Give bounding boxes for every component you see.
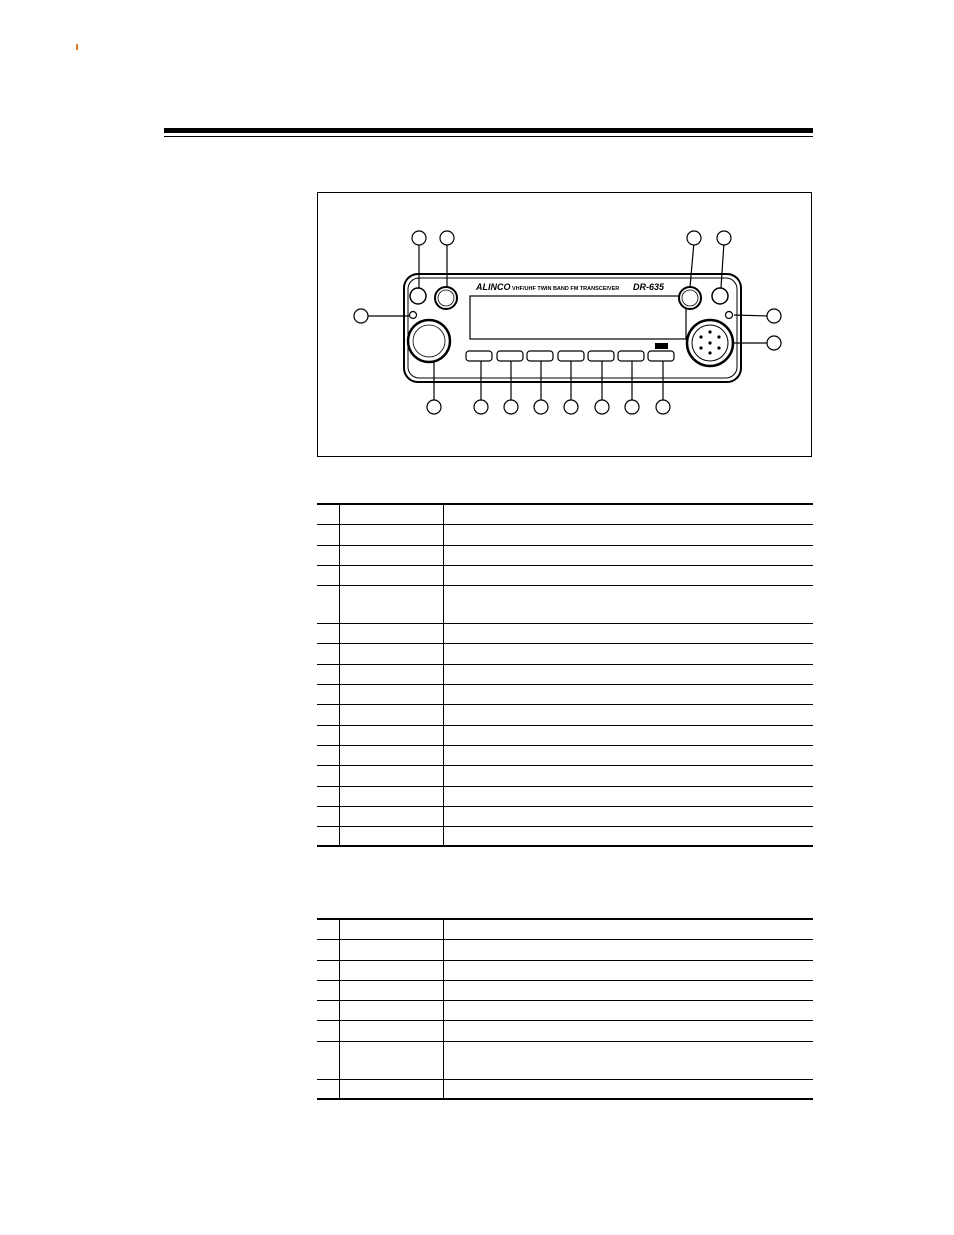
table-cell <box>444 546 813 565</box>
table-cell <box>340 525 444 544</box>
table-cell <box>340 546 444 565</box>
indicator-right <box>726 312 733 319</box>
table-cell <box>444 726 813 745</box>
table-cell <box>317 746 340 765</box>
table-row <box>317 766 813 786</box>
table-row <box>317 746 813 766</box>
section-rule-thick <box>164 128 813 133</box>
table-cell <box>317 644 340 663</box>
table-row <box>317 961 813 981</box>
table-cell <box>317 807 340 826</box>
connectors-table <box>317 918 813 1100</box>
table-cell <box>444 807 813 826</box>
table-cell <box>317 1021 340 1040</box>
table-cell <box>340 705 444 724</box>
table-row <box>317 566 813 586</box>
table-cell <box>340 1080 444 1098</box>
model-line-text: VHF/UHF TWIN BAND FM TRANSCEIVER <box>512 286 620 292</box>
main-dial <box>408 320 450 362</box>
table-cell <box>444 624 813 643</box>
table-cell <box>340 726 444 745</box>
table-row <box>317 827 813 847</box>
table-cell <box>444 1001 813 1020</box>
front-panel-illustration <box>318 193 813 458</box>
table-row <box>317 807 813 827</box>
key-row <box>466 351 674 361</box>
func-button-left <box>410 288 426 304</box>
section-rule-thin <box>164 136 813 137</box>
table-row <box>317 624 813 644</box>
table-cell <box>444 525 813 544</box>
front-panel-figure <box>317 192 812 457</box>
table-cell <box>340 766 444 785</box>
table-row <box>317 981 813 1001</box>
table-cell <box>317 566 340 585</box>
table-cell <box>340 940 444 959</box>
table-row <box>317 787 813 807</box>
table-header-row <box>317 505 813 525</box>
table-cell <box>340 1042 444 1079</box>
table-row <box>317 705 813 725</box>
table-cell <box>317 981 340 1000</box>
table-cell <box>444 766 813 785</box>
table-cell <box>317 1042 340 1079</box>
table-cell <box>444 665 813 684</box>
table-cell <box>444 644 813 663</box>
table-row <box>317 525 813 545</box>
controls-table <box>317 503 813 847</box>
table-cell <box>340 920 444 939</box>
table-cell <box>317 685 340 704</box>
table-cell <box>317 827 340 845</box>
table-cell <box>444 1042 813 1079</box>
table-cell <box>444 961 813 980</box>
table-cell <box>444 940 813 959</box>
table-cell <box>340 787 444 806</box>
table-cell <box>444 920 813 939</box>
table-cell <box>317 546 340 565</box>
table-row <box>317 546 813 566</box>
indicator-left <box>410 312 417 319</box>
table-cell <box>317 1080 340 1098</box>
table-cell <box>317 1001 340 1020</box>
table-row <box>317 1080 813 1100</box>
table-row <box>317 586 813 624</box>
table-cell <box>317 726 340 745</box>
table-cell <box>340 1001 444 1020</box>
table-cell <box>340 1021 444 1040</box>
table-row <box>317 685 813 705</box>
table-cell <box>340 624 444 643</box>
table-cell <box>444 787 813 806</box>
table-cell <box>444 705 813 724</box>
table-header-row <box>317 920 813 940</box>
table-cell <box>317 525 340 544</box>
table-cell <box>444 566 813 585</box>
table-cell <box>317 766 340 785</box>
table-cell <box>317 940 340 959</box>
table-cell <box>317 505 340 524</box>
table-cell <box>444 1080 813 1098</box>
table-cell <box>340 827 444 845</box>
table-cell <box>317 787 340 806</box>
table-cell <box>444 981 813 1000</box>
table-cell <box>340 981 444 1000</box>
model-text: DR-635 <box>633 282 665 292</box>
table-cell <box>317 665 340 684</box>
table-cell <box>444 685 813 704</box>
table-cell <box>317 961 340 980</box>
table-cell <box>340 685 444 704</box>
table-cell <box>340 505 444 524</box>
table-cell <box>340 746 444 765</box>
table-cell <box>340 961 444 980</box>
table-row <box>317 644 813 664</box>
table-cell <box>444 827 813 845</box>
brand-logo: ALINCO <box>476 282 511 292</box>
table-cell <box>340 566 444 585</box>
table-row <box>317 1021 813 1041</box>
indicator-led <box>655 343 668 349</box>
table-cell <box>444 746 813 765</box>
table-row <box>317 940 813 960</box>
table-row <box>317 1042 813 1080</box>
table-cell <box>340 644 444 663</box>
table-row <box>317 665 813 685</box>
table-cell <box>317 624 340 643</box>
lcd-display <box>470 296 686 339</box>
table-cell <box>444 586 813 623</box>
table-cell <box>444 505 813 524</box>
table-cell <box>340 807 444 826</box>
table-row <box>317 726 813 746</box>
table-cell <box>340 665 444 684</box>
table-cell <box>340 586 444 623</box>
table-cell <box>317 705 340 724</box>
func-button-right <box>712 288 728 304</box>
table-row <box>317 1001 813 1021</box>
table-cell <box>317 586 340 623</box>
table-cell <box>444 1021 813 1040</box>
page-mark <box>76 44 78 50</box>
table-cell <box>317 920 340 939</box>
